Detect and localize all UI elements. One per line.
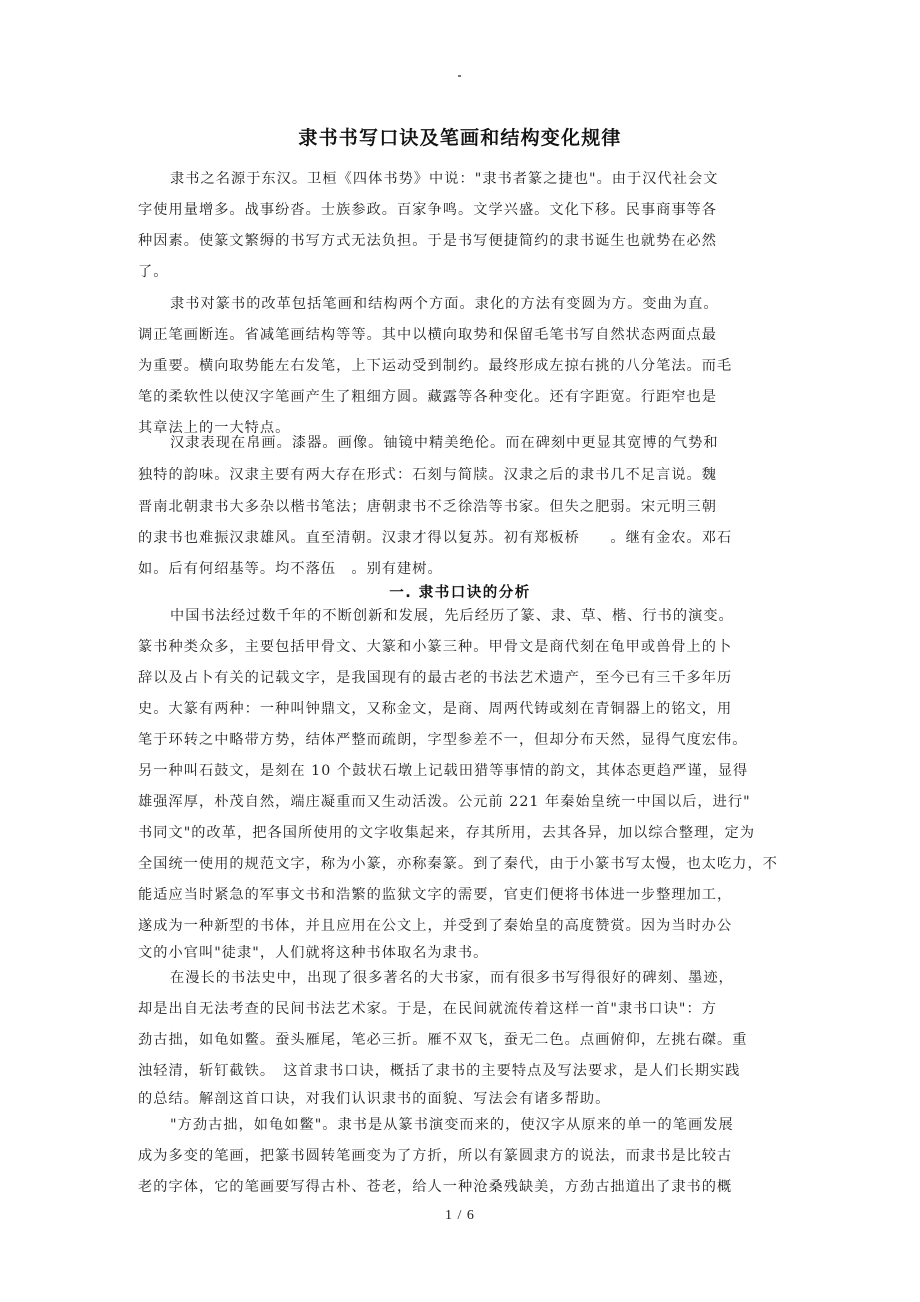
paragraph-1-line-1: 隶书之名源于东汉。卫桓《四体书势》中说："隶书者篆之捷也"。由于汉代社会文 [170, 171, 719, 187]
paragraph-2-line-4: 笔的柔软性以使汉字笔画产生了粗细方圆。藏露等各种变化。还有字距宽。行距窄也是 [138, 389, 718, 405]
paragraph-3-line-1: 汉隶表现在帛画。漆器。画像。铀镜中精美绝伦。而在碑刻中更显其宽博的气势和 [170, 435, 719, 451]
paragraph-4-line-5: 笔于环转之中略带方势，结体严整而疏朗，字型参差不一，但却分布天然，显得气度宏伟。 [138, 732, 748, 748]
paragraph-4-line-2: 篆书种类众多，主要包括甲骨文、大篆和小篆三种。甲骨文是商代刻在龟甲或兽骨上的卜 [138, 639, 733, 655]
paragraph-6-line-3: 老的字体，它的笔画要写得古朴、苍老，给人一种沧桑残缺美，方劲古拙道出了隶书的概 [138, 1179, 733, 1195]
paragraph-4-line-12: 文的小官叫"徒隶"，人们就将这种书体取名为隶书。 [138, 945, 489, 961]
paragraph-6-line-2: 成为多变的笔画，把篆书圆转笔画变为了方折，所以有篆圆隶方的说法，而隶书是比较古 [138, 1148, 733, 1164]
paragraph-3-line-5: 如。后有何绍基等。均不落伍 。别有建树。 [138, 561, 443, 577]
paragraph-5-line-4: 浊轻清，斩钉截铁。 这首隶书口诀，概括了隶书的主要特点及写法要求，是人们长期实践 [138, 1063, 741, 1079]
paragraph-5-line-5: 的总结。解剖这首口诀，对我们认识隶书的面貌、写法会有诸多帮助。 [138, 1091, 611, 1107]
paragraph-4-line-7: 雄强浑厚，朴茂自然，端庄凝重而又生动活泼。公元前 221 年秦始皇统一中国以后，进行" [138, 794, 751, 810]
paragraph-4-line-4: 史。大篆有两种：一种叫钟鼎文，又称金文，是商、周两代铸或刻在青铜器上的铭文，用 [138, 701, 733, 717]
paragraph-4-line-10: 能适应当时紧急的军事文书和浩繁的监狱文字的需要，官吏们便将书体进一步整理加工， [138, 887, 733, 903]
section-heading: 一. 隶书口诀的分析 [389, 585, 531, 601]
paragraph-3-line-3: 晋南北朝隶书大多杂以楷书笔法；唐朝隶书不乏徐浩等书家。但失之肥弱。宋元明三朝 [138, 499, 718, 515]
paragraph-6-line-1: "方劲古拙，如龟如鳖"。隶书是从篆书演变而来的，使汉字从原来的单一的笔画发展 [170, 1117, 734, 1133]
paragraph-1-line-2: 字使用量增多。战事纷沓。士族参政。百家争鸣。文学兴盛。文化下移。民事商事等各 [138, 202, 718, 218]
paragraph-4-line-1: 中国书法经过数千年的不断创新和发展，先后经历了篆、隶、草、楷、行书的演变。 [170, 608, 734, 624]
paragraph-4-line-9: 全国统一使用的规范文字，称为小篆，亦称秦篆。到了秦代，由于小篆书写太慢，也太吃力，不 [138, 856, 778, 872]
paragraph-4-line-6: 另一种叫石鼓文，是刻在 10 个鼓状石墩上记载田猎等事情的韵文，其体态更趋严谨，显得 [138, 763, 749, 779]
paragraph-2-line-1: 隶书对篆书的改革包括笔画和结构两个方面。隶化的方法有变圆为方。变曲为直。 [170, 296, 719, 312]
paragraph-5-line-2: 却是出自无法考查的民间书法艺术家。于是，在民间就流传着这样一首"隶书口诀"：方 [138, 1001, 717, 1017]
paragraph-5-line-3: 劲古拙，如龟如鳖。蚕头雁尾，笔必三折。雁不双飞，蚕无二色。点画俯仰，左挑右磔。重 [138, 1032, 748, 1048]
paragraph-5-line-1: 在漫长的书法史中，出现了很多著名的大书家，而有很多书写得很好的碑刻、墨迹， [170, 970, 734, 986]
paragraph-1-line-4: 了。 [138, 264, 169, 280]
paragraph-4-line-11: 遂成为一种新型的书体，并且应用在公文上，并受到了秦始皇的高度赞赏。因为当时办公 [138, 918, 733, 934]
paragraph-1-line-3: 种因素。使篆文繁缛的书写方式无法负担。于是书写便捷简约的隶书诞生也就势在必然 [138, 233, 718, 249]
paragraph-3-line-4: 的隶书也难振汉隶雄风。直至清朝。汉隶才得以复苏。初有郑板桥 。继有金农。邓石 [138, 530, 733, 546]
page-number: 1 / 6 [445, 1208, 475, 1223]
paragraph-4-line-3: 辞以及占卜有关的记载文字，是我国现有的最古老的书法艺术遗产，至今已有三千多年历 [138, 670, 733, 686]
paragraph-4-line-8: 书同文"的改革，把各国所使用的文字收集起来，存其所用，去其各异，加以综合整理，定为 [138, 825, 756, 841]
paragraph-3-line-2: 独特的韵味。汉隶主要有两大存在形式：石刻与简牍。汉隶之后的隶书几不足言说。魏 [138, 467, 718, 483]
header-dot [458, 75, 461, 77]
page-title: 隶书书写口诀及笔画和结构变化规律 [298, 127, 622, 149]
paragraph-2-line-3: 为重要。横向取势能左右发笔，上下运动受到制约。最终形成左掠右挑的八分笔法。而毛 [138, 358, 733, 374]
paragraph-2-line-2: 调正笔画断连。省减笔画结构等等。其中以横向取势和保留毛笔书写自然状态两面点最 [138, 327, 718, 343]
paragraph-2-line-5: 其章法上的一大特点。 [138, 420, 291, 436]
